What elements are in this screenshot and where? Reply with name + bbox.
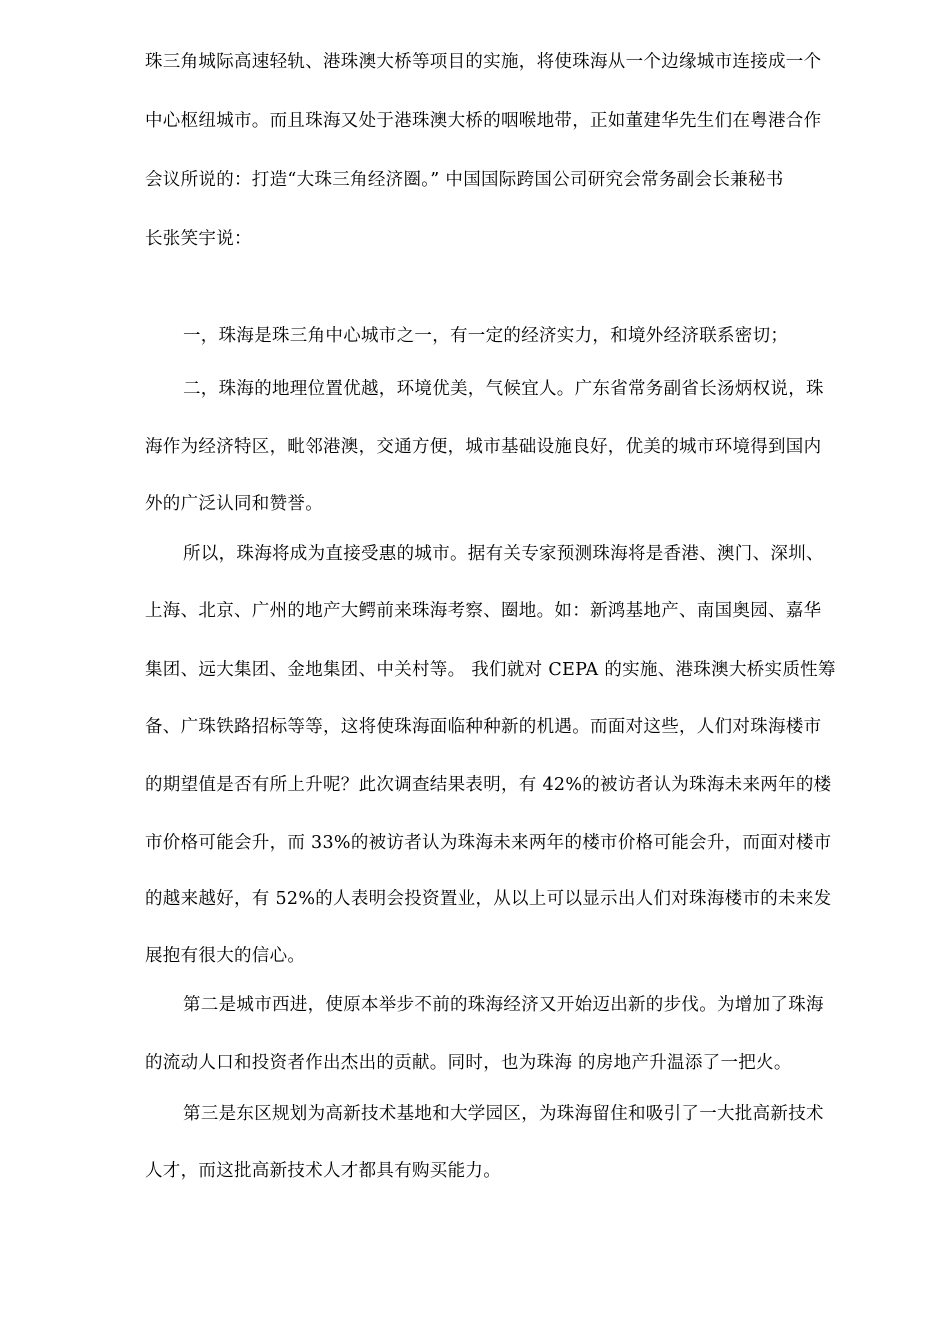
text-line: 的流动人口和投资者作出杰出的贡献。同时，也为珠海 的房地产升温添了一把火。 — [145, 1053, 792, 1073]
text-line: 的越来越好，有 52%的人表明会投资置业，从以上可以显示出人们对珠海楼市的未来发 — [145, 889, 832, 909]
text-line: 珠三角城际高速轻轨、港珠澳大桥等项目的实施，将使珠海从一个边缘城市连接成一个 — [145, 52, 822, 72]
text-line: 中心枢纽城市。而且珠海又处于港珠澳大桥的咽喉地带，正如董建华先生们在粤港合作 — [145, 111, 822, 131]
text-line: 所以，珠海将成为直接受惠的城市。据有关专家预测珠海将是香港、澳门、深圳、 — [183, 544, 824, 564]
text-line: 人才，而这批高新技术人才都具有购买能力。 — [145, 1161, 501, 1181]
text-line: 市价格可能会升，而 33%的被访者认为珠海未来两年的楼市价格可能会升，而面对楼市 — [145, 833, 832, 853]
text-line: 集团、远大集团、金地集团、中关村等。 我们就对 CEPA 的实施、港珠澳大桥实质性筹 — [145, 660, 836, 680]
text-line: 会议所说的：打造“大珠三角经济圈。” 中国国际跨国公司研究会常务副会长兼秘书 — [145, 170, 784, 190]
text-line: 第二是城市西进，使原本举步不前的珠海经济又开始迈出新的步伐。为增加了珠海 — [183, 995, 824, 1015]
text-line: 的期望值是否有所上升呢？此次调查结果表明，有 42%的被访者认为珠海未来两年的楼 — [145, 775, 832, 795]
text-line: 一，珠海是珠三角中心城市之一，有一定的经济实力，和境外经济联系密切； — [183, 326, 789, 346]
text-line: 外的广泛认同和赞誉。 — [145, 494, 323, 514]
text-line: 长张笑宇说： — [145, 229, 252, 249]
text-line: 上海、北京、广州的地产大鳄前来珠海考察、圈地。如：新鸿基地产、南国奥园、嘉华 — [145, 601, 822, 621]
text-line: 备、广珠铁路招标等等，这将使珠海面临种种新的机遇。而面对这些，人们对珠海楼市 — [145, 717, 822, 737]
text-line: 二，珠海的地理位置优越，环境优美，气候宜人。广东省常务副省长汤炳权说，珠 — [183, 379, 824, 399]
text-line: 第三是东区规划为高新技术基地和大学园区，为珠海留住和吸引了一大批高新技术 — [183, 1104, 824, 1124]
text-line: 展抱有很大的信心。 — [145, 946, 306, 966]
text-line: 海作为经济特区，毗邻港澳，交通方便，城市基础设施良好，优美的城市环境得到国内 — [145, 437, 822, 457]
